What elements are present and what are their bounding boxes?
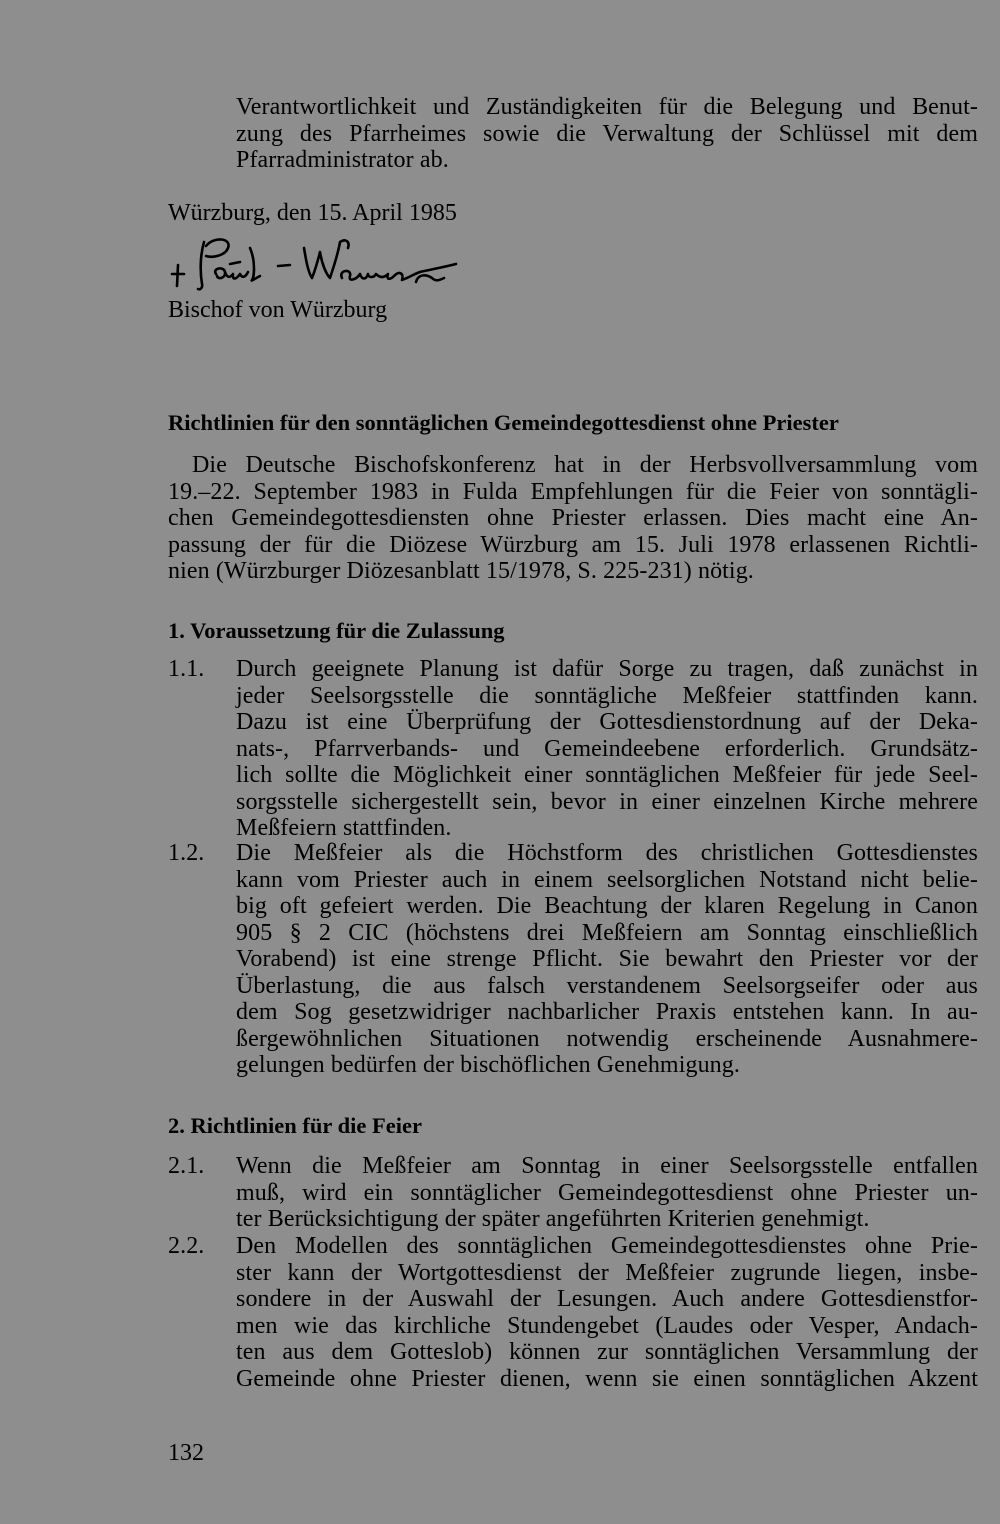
bishop-title: Bischof von Würzburg: [168, 297, 388, 323]
text-line: lich sollte die Möglichkeit einer sonntäglichen Meßfeier für jede Seel-: [236, 762, 978, 788]
text-line: Pfarradministrator ab.: [236, 147, 449, 173]
section-heading: 2. Richtlinien für die Feier: [168, 1113, 422, 1138]
text-line: Überlastung, die aus falsch verstandenem Seelsorgseifer oder aus: [236, 972, 978, 999]
text-line: ten aus dem Gotteslob) können zur sonntäglichen Versammlung der: [236, 1339, 978, 1365]
item-text: [236, 656, 978, 842]
item-number: 2.1.: [168, 1153, 205, 1179]
list-item: [168, 1233, 978, 1392]
item-number: 1.1.: [168, 656, 205, 682]
text-line: nien (Würzburger Diözesanblatt 15/1978, S. 225-231) nötig.: [168, 558, 754, 584]
text-line: Meßfeiern stattfinden.: [236, 815, 452, 841]
text-line: sondere in der Auswahl der Lesungen. Auch andere Gottesdienstfor-: [236, 1286, 978, 1312]
text-line: chen Gemeindegottesdiensten ohne Priester erlassen. Dies macht eine An-: [168, 505, 978, 531]
intro-paragraph: [236, 94, 978, 174]
text-line: zung des Pfarrheimes sowie die Verwaltung der Schlüssel mit dem: [236, 120, 978, 147]
list-item: [168, 840, 978, 1079]
page-number: 132: [168, 1440, 204, 1466]
text-line: 19.–22. September 1983 in Fulda Empfehlungen für die Feier von sonntägli-: [168, 478, 978, 505]
text-line: muß, wird ein sonntäglicher Gemeindegottesdienst ohne Priester un-: [236, 1179, 978, 1206]
item-text: [236, 1153, 978, 1233]
text-line: men wie das kirchliche Stundengebet (Laudes oder Vesper, Andach-: [236, 1312, 978, 1339]
text-line: ster kann der Wortgottesdienst der Meßfeier zugrunde liegen, insbe-: [236, 1259, 978, 1286]
text-line: Durch geeignete Planung ist dafür Sorge zu tragen, daß zunächst in: [236, 656, 978, 682]
text-line: Vorabend) ist eine strenge Pflicht. Sie bewahrt den Priester vor der: [236, 946, 978, 972]
list-item: [168, 656, 978, 842]
signature: [170, 234, 490, 298]
text-line: Die Deutsche Bischofskonferenz hat in der Herbsvollversammlung vom: [192, 452, 978, 478]
date-line: Würzburg, den 15. April 1985: [168, 200, 457, 226]
text-line: Dazu ist eine Überprüfung der Gottesdienstordnung auf der Deka-: [236, 709, 978, 735]
preamble-paragraph: [168, 452, 978, 585]
item-text: [236, 1233, 978, 1392]
list-item: [168, 1153, 978, 1233]
text-line: jeder Seelsorgsstelle die sonntägliche Meßfeier stattfinden kann.: [236, 682, 978, 709]
text-line: nats-, Pfarrverbands- und Gemeindeebene erforderlich. Grundsätz-: [236, 735, 978, 762]
text-line: Den Modellen des sonntäglichen Gemeindegottesdienstes ohne Prie-: [236, 1233, 978, 1259]
signature-drawing: [170, 234, 490, 298]
text-line: ter Berücksichtigung der später angeführten Kriterien genehmigt.: [236, 1206, 870, 1232]
document-heading: Richtlinien für den sonntäglichen Gemeindegottesdienst ohne Priester: [168, 410, 839, 435]
item-number: 1.2.: [168, 840, 205, 866]
text-line: kann vom Priester auch in einem seelsorglichen Notstand nicht belie-: [236, 866, 978, 893]
text-line: sorgsstelle sichergestellt sein, bevor in einer einzelnen Kirche mehrere: [236, 788, 978, 815]
text-line: Verantwortlichkeit und Zuständigkeiten für die Belegung und Benut-: [236, 94, 978, 120]
item-text: [236, 840, 978, 1079]
text-line: gelungen bedürfen der bischöflichen Genehmigung.: [236, 1052, 740, 1078]
text-line: Die Meßfeier als die Höchstform des christlichen Gottesdienstes: [236, 840, 978, 866]
text-line: big oft gefeiert werden. Die Beachtung der klaren Regelung in Canon: [236, 893, 978, 919]
text-line: ßergewöhnlichen Situationen notwendig erscheinende Ausnahmere-: [236, 1025, 978, 1052]
text-line: passung der für die Diözese Würzburg am 15. Juli 1978 erlassenen Richtli-: [168, 531, 978, 558]
text-line: Wenn die Meßfeier am Sonntag in einer Seelsorgsstelle entfallen: [236, 1153, 978, 1179]
text-line: 905 § 2 CIC (höchstens drei Meßfeiern am Sonntag einschließlich: [236, 919, 978, 946]
text-line: dem Sog gesetzwidriger nachbarlicher Praxis entstehen kann. In au-: [236, 999, 978, 1025]
text-line: Gemeinde ohne Priester dienen, wenn sie einen sonntäglichen Akzent: [236, 1365, 978, 1392]
item-number: 2.2.: [168, 1233, 205, 1259]
section-heading: 1. Voraussetzung für die Zulassung: [168, 618, 505, 643]
